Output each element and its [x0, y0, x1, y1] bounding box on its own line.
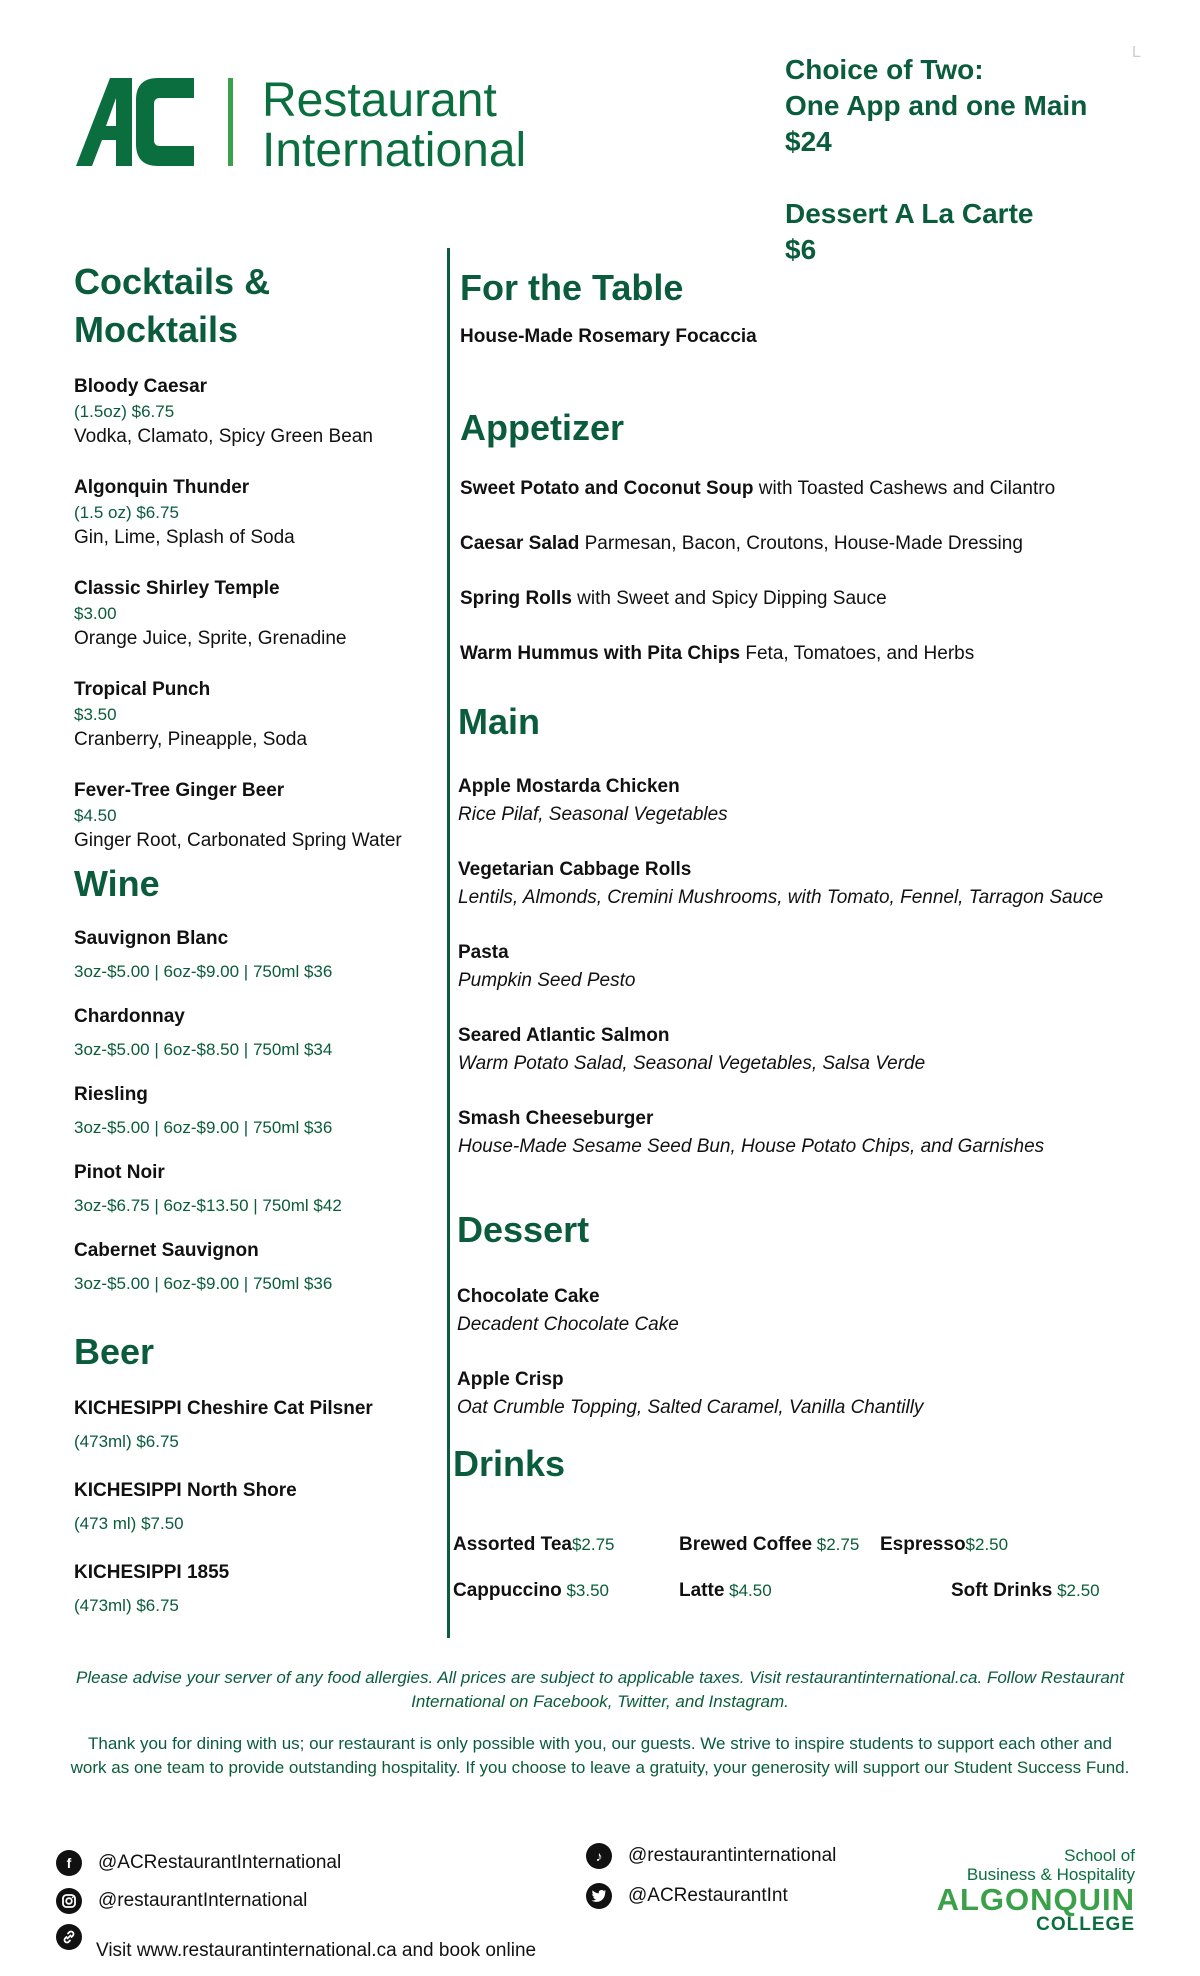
- list-item: [453, 1532, 615, 1558]
- for-table-item: House-Made Rosemary Focaccia: [460, 326, 757, 347]
- list-item: [74, 778, 444, 854]
- list-item: [458, 774, 1158, 830]
- list-item: [453, 1578, 609, 1604]
- list-item: [74, 1004, 444, 1062]
- logo-text-line1: Restaurant: [262, 74, 497, 127]
- item-price: $3.50: [561, 1581, 609, 1600]
- item-price: $2.75: [812, 1535, 860, 1554]
- promo-line1: Choice of Two:: [785, 54, 984, 85]
- beer-heading: Beer: [74, 1331, 155, 1372]
- item-name: Sauvignon Blanc: [74, 928, 229, 949]
- thank-you-note: Thank you for dining with us; our restaurant is only possible with you, our guests. We strive to inspire students to support each other and work as one team to provide outstanding hospitality. If you choose to leave a gratuity, your generosity will support our Student Success Fund.: [70, 1734, 1130, 1777]
- item-name: Apple Crisp: [457, 1369, 564, 1390]
- item-name: Bloody Caesar: [74, 376, 208, 397]
- website-link[interactable]: [56, 1924, 98, 1950]
- dessert-heading: Dessert: [457, 1209, 590, 1250]
- promo-price: $24: [785, 126, 832, 157]
- website-cut-text: Visit www.restaurantinternational.ca and book online: [96, 1940, 537, 1961]
- item-desc: House-Made Sesame Seed Bun, House Potato Chips, and Garnishes: [458, 1136, 1045, 1157]
- cocktails-heading-line1: Cocktails &: [74, 261, 271, 302]
- school-line3: ALGONQUIN: [936, 1882, 1135, 1917]
- ac-logo-icon: [76, 76, 196, 168]
- item-desc: Parmesan, Bacon, Croutons, House-Made Dressing: [579, 533, 1023, 554]
- item-desc: Pumpkin Seed Pesto: [458, 970, 636, 991]
- item-name: Caesar Salad: [460, 533, 580, 554]
- tiktok-icon: ♪: [586, 1843, 612, 1869]
- cocktails-section: [74, 258, 444, 1642]
- logo-wordmark: [262, 76, 526, 176]
- item-price: (1.5 oz) $6.75: [74, 503, 179, 522]
- link-icon: [56, 1924, 82, 1950]
- item-desc: Oat Crumble Topping, Salted Caramel, Vanilla Chantilly: [457, 1397, 924, 1418]
- school-line1: School of: [1064, 1846, 1135, 1865]
- item-desc: Feta, Tomatoes, and Herbs: [740, 643, 975, 664]
- logo-text-line2: International: [262, 124, 527, 177]
- for-table-section: [460, 264, 1160, 350]
- item-name: Spring Rolls: [460, 588, 572, 609]
- allergy-disclaimer: Please advise your server of any food allergies. All prices are subject to applicable taxes. Visit restaurantinternational.ca. Follow Restaurant International on Facebook, Twitter, and Instagram.: [76, 1668, 1124, 1711]
- item-name: Algonquin Thunder: [74, 477, 250, 498]
- list-item: [458, 857, 1158, 913]
- item-name: Pasta: [458, 942, 509, 963]
- item-desc: Decadent Chocolate Cake: [457, 1314, 679, 1335]
- item-price: (473ml) $6.75: [74, 1596, 179, 1615]
- cocktails-heading-line2: Mocktails: [74, 309, 239, 350]
- list-item: [460, 531, 1160, 557]
- item-name: Warm Hummus with Pita Chips: [460, 643, 741, 664]
- item-name: Pinot Noir: [74, 1162, 165, 1183]
- item-name: Assorted Tea: [453, 1534, 572, 1555]
- list-item: [74, 576, 444, 652]
- appetizer-heading: Appetizer: [460, 407, 625, 448]
- list-item: [74, 1478, 444, 1536]
- appetizer-section: [460, 404, 1160, 696]
- item-price: (473ml) $6.75: [74, 1432, 179, 1451]
- item-price: (473 ml) $7.50: [74, 1514, 184, 1533]
- item-name: Tropical Punch: [74, 679, 211, 700]
- item-name: Smash Cheeseburger: [458, 1108, 654, 1129]
- list-item: [457, 1284, 1157, 1340]
- column-divider: [447, 248, 450, 1638]
- item-name: Brewed Coffee: [679, 1534, 813, 1555]
- item-price: 3oz-$5.00 | 6oz-$9.00 | 750ml $36: [74, 1274, 333, 1293]
- list-item: [74, 1560, 444, 1618]
- dessert-line: Dessert A La Carte: [785, 198, 1034, 229]
- item-name: Soft Drinks: [951, 1580, 1053, 1601]
- item-name: Espresso: [880, 1534, 966, 1555]
- item-name: Chocolate Cake: [457, 1286, 600, 1307]
- list-item: [951, 1578, 1100, 1604]
- twitter-handle[interactable]: [586, 1883, 788, 1909]
- item-price: 3oz-$5.00 | 6oz-$8.50 | 750ml $34: [74, 1040, 333, 1059]
- facebook-icon: f: [56, 1850, 82, 1876]
- list-item: [457, 1367, 1157, 1423]
- list-item: [74, 1160, 444, 1218]
- promo-block: [785, 52, 1087, 268]
- item-name: Chardonnay: [74, 1006, 185, 1027]
- item-price: $4.50: [724, 1581, 772, 1600]
- item-price: $3.50: [74, 705, 117, 724]
- list-item: [74, 1082, 444, 1140]
- item-desc: Cranberry, Pineapple, Soda: [74, 729, 308, 750]
- item-price: $2.50: [1052, 1581, 1100, 1600]
- list-item: [679, 1532, 859, 1558]
- list-item: [74, 926, 444, 984]
- list-item: [74, 1396, 444, 1454]
- item-desc: Warm Potato Salad, Seasonal Vegetables, Salsa Verde: [458, 1053, 926, 1074]
- twitter-handle-text: @ACRestaurantInt: [628, 1885, 788, 1906]
- item-price: 3oz-$5.00 | 6oz-$9.00 | 750ml $36: [74, 1118, 333, 1137]
- list-item: [458, 1023, 1158, 1079]
- item-name: KICHESIPPI 1855: [74, 1562, 230, 1583]
- item-name: Fever-Tree Ginger Beer: [74, 780, 285, 801]
- item-name: Cappuccino: [453, 1580, 562, 1601]
- item-desc: Vodka, Clamato, Spicy Green Bean: [74, 426, 373, 447]
- item-desc: Gin, Lime, Splash of Soda: [74, 527, 295, 548]
- instagram-handle-text: @restaurantInternational: [98, 1890, 308, 1911]
- drinks-heading: Drinks: [453, 1443, 566, 1484]
- item-price: 3oz-$6.75 | 6oz-$13.50 | 750ml $42: [74, 1196, 342, 1215]
- cocktails-heading: [74, 258, 444, 354]
- main-section: [458, 698, 1158, 1189]
- wine-heading: Wine: [74, 863, 160, 904]
- list-item: [460, 586, 1160, 612]
- algonquin-college-logo: [930, 1846, 1135, 1934]
- list-item: [880, 1532, 1008, 1558]
- main-heading: Main: [458, 701, 541, 742]
- list-item: [458, 940, 1158, 996]
- item-desc: Ginger Root, Carbonated Spring Water: [74, 830, 402, 851]
- item-price: $2.75: [571, 1535, 615, 1554]
- item-price: $3.00: [74, 604, 117, 623]
- item-name: Cabernet Sauvignon: [74, 1240, 259, 1261]
- list-item: [74, 475, 444, 551]
- for-table-heading: For the Table: [460, 267, 684, 308]
- list-item: [679, 1578, 772, 1604]
- item-price: $2.50: [965, 1535, 1009, 1554]
- facebook-handle-text: @ACRestaurantInternational: [98, 1852, 342, 1873]
- item-name: Vegetarian Cabbage Rolls: [458, 859, 692, 880]
- promo-line2: One App and one Main: [785, 90, 1088, 121]
- tiktok-handle[interactable]: [586, 1843, 836, 1869]
- list-item: [458, 1106, 1158, 1162]
- school-line4: COLLEGE: [1036, 1914, 1135, 1935]
- item-price: 3oz-$5.00 | 6oz-$9.00 | 750ml $36: [74, 962, 333, 981]
- list-item: [74, 677, 444, 753]
- item-name: Sweet Potato and Coconut Soup: [460, 478, 754, 499]
- list-item: [74, 374, 444, 450]
- dessert-price: $6: [785, 234, 817, 265]
- item-name: Apple Mostarda Chicken: [458, 776, 680, 797]
- item-price: (1.5oz) $6.75: [74, 402, 175, 421]
- item-desc: Orange Juice, Sprite, Grenadine: [74, 628, 347, 649]
- instagram-handle[interactable]: [56, 1888, 307, 1914]
- list-item: [74, 1238, 444, 1296]
- twitter-icon: [586, 1883, 612, 1909]
- item-name: Latte: [679, 1580, 725, 1601]
- item-name: Classic Shirley Temple: [74, 578, 280, 599]
- item-name: KICHESIPPI Cheshire Cat Pilsner: [74, 1398, 373, 1419]
- item-desc: Rice Pilaf, Seasonal Vegetables: [458, 804, 728, 825]
- item-desc: Lentils, Almonds, Cremini Mushrooms, with Tomato, Fennel, Tarragon Sauce: [458, 887, 1104, 908]
- item-name: Seared Atlantic Salmon: [458, 1025, 670, 1046]
- item-price: $4.50: [74, 806, 117, 825]
- logo-divider: [228, 78, 233, 166]
- tiktok-handle-text: @restaurantinternational: [628, 1845, 837, 1866]
- list-item: [460, 476, 1160, 502]
- item-name: Riesling: [74, 1084, 148, 1105]
- facebook-handle[interactable]: [56, 1850, 341, 1876]
- list-item: [460, 641, 1160, 667]
- instagram-icon: [56, 1888, 82, 1914]
- item-desc: with Sweet and Spicy Dipping Sauce: [571, 588, 887, 609]
- item-name: KICHESIPPI North Shore: [74, 1480, 297, 1501]
- school-line2: Business & Hospitality: [966, 1865, 1135, 1884]
- corner-mark: L: [1132, 44, 1141, 61]
- item-desc: with Toasted Cashews and Cilantro: [753, 478, 1056, 499]
- dessert-section: [457, 1206, 1157, 1450]
